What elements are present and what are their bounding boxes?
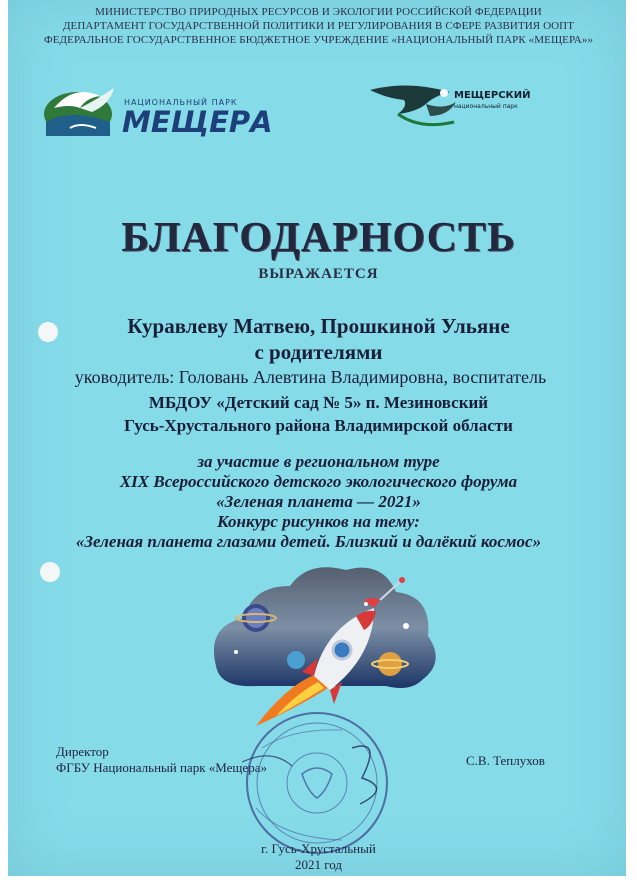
- official-stamp: [232, 708, 402, 858]
- reason-line-1: за участие в региональном туре: [197, 452, 440, 471]
- organization-line-2: Гусь-Хрустального района Владимирской области: [124, 416, 513, 435]
- certificate-subtitle: ВЫРАЖАЕТСЯ: [258, 266, 379, 282]
- certificate-title: БЛАГОДАРНОСТЬ: [121, 215, 516, 261]
- footer-year: 2021 год: [295, 857, 342, 872]
- meshchera-logo: [40, 78, 273, 140]
- logo-caption: НАЦИОНАЛЬНЫЙ ПАРК: [124, 98, 238, 107]
- organization-line-1: МБДОУ «Детский сад № 5» п. Мезиновский: [148, 393, 489, 412]
- supervisor-line: уководитель: Головань Алевтина Владимировна, воспитатель: [74, 367, 547, 387]
- logo-name: МЕЩЕРА: [122, 105, 273, 139]
- reason-line-4: Конкурс рисунков на тему:: [217, 512, 420, 531]
- recipients-line-2: с родителями: [254, 340, 383, 364]
- logo-right-name: МЕЩЕРСКИЙ: [454, 90, 531, 101]
- recipients-line-1: Куравлеву Матвею, Прошкиной Ульяне: [127, 314, 510, 338]
- footer-city: г. Гусь-Хрустальный: [261, 841, 376, 856]
- reason-line-5: «Зеленая планета глазами детей. Близкий и далёкий космос»: [75, 532, 542, 551]
- reason-line-2: XIX Всероссийского детского экологического форума: [119, 472, 518, 491]
- header-institution: ФЕДЕРАЛЬНОЕ ГОСУДАРСТВЕННОЕ БЮДЖЕТНОЕ УЧРЕЖДЕНИЕ «НАЦИОНАЛЬНЫЙ ПАРК «МЕЩЕРА»»: [43, 34, 594, 46]
- punch-hole-bottom: [40, 562, 60, 582]
- signature-position-2: ФГБУ Национальный парк «Мещера»: [56, 760, 267, 775]
- reason-line-3: «Зеленая планета — 2021»: [216, 492, 421, 511]
- signature-position-1: Директор: [56, 744, 109, 759]
- meshchersky-logo: [368, 80, 548, 136]
- bird-landscape-icon: [40, 78, 130, 140]
- logo-right-caption: национальный парк: [454, 103, 518, 110]
- signature-name: С.В. Теплухов: [466, 753, 545, 768]
- header-department: ДЕПАРТАМЕНТ ГОСУДАРСТВЕННОЙ ПОЛИТИКИ И РЕГУЛИРОВАНИЯ В СФЕРЕ РАЗВИТИЯ ООПТ: [62, 20, 575, 32]
- eagle-icon: [368, 80, 458, 130]
- header-ministry: МИНИСТЕРСТВО ПРИРОДНЫХ РЕСУРСОВ И ЭКОЛОГИИ РОССИЙСКОЙ ФЕДЕРАЦИИ: [95, 6, 542, 18]
